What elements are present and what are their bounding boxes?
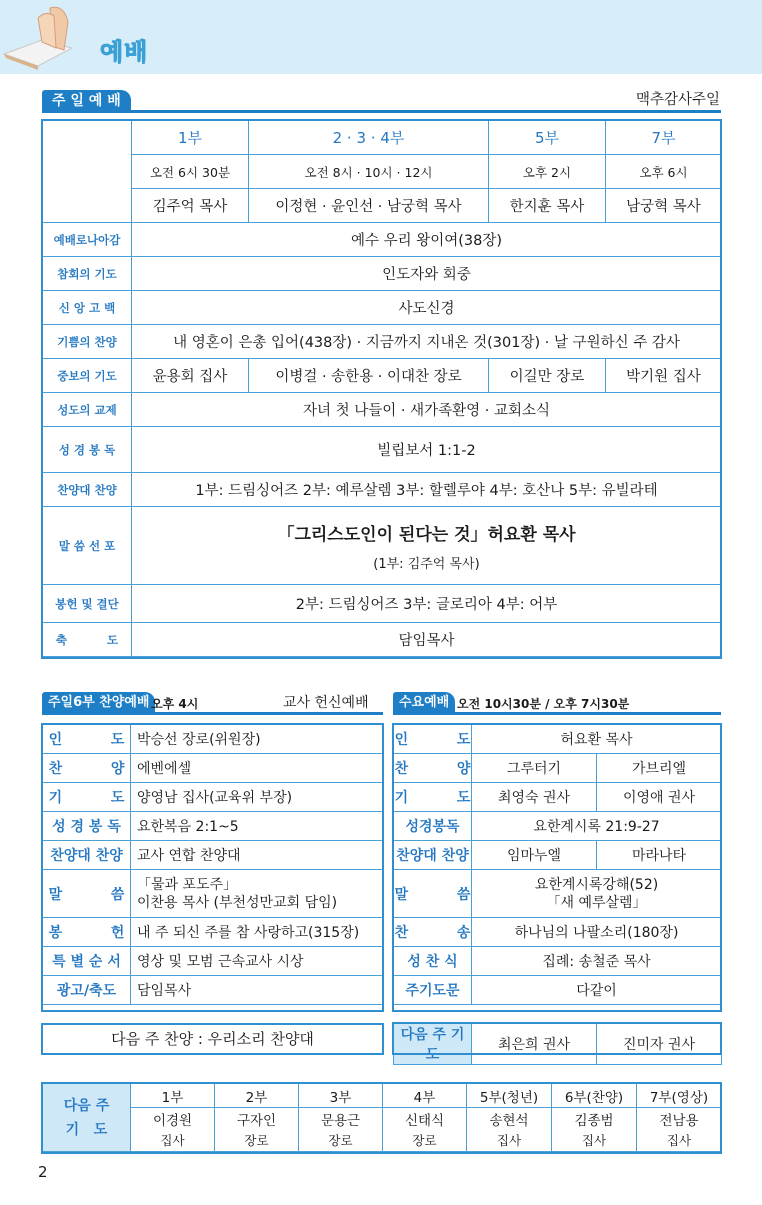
service-1-time: 오전 6시 30분 xyxy=(132,155,249,189)
sixth-label-scripture: 성 경 봉 독 xyxy=(43,812,131,841)
sixth-service-theme: 교사 헌신예배 xyxy=(283,695,369,711)
page-title: 예배 xyxy=(100,38,149,66)
next-name-2: 구자인 xyxy=(215,1108,299,1130)
sixth-praise: 에벤에셀 xyxy=(131,754,384,783)
sixth-label-praise: 찬 양 xyxy=(43,754,131,783)
wed-sermon-cell xyxy=(472,870,722,918)
service-1-leader: 김주억 목사 xyxy=(132,189,249,223)
service-5-name: 5부 xyxy=(489,121,606,155)
wed-label-lords-prayer: 주기도문 xyxy=(394,976,472,1005)
choir-anthems: 1부: 드림싱어즈 2부: 예루살렘 3부: 할렐루야 4부: 호산나 5부: 유빌라테 xyxy=(132,473,722,507)
sixth-section-rule xyxy=(42,712,383,715)
call-to-worship: 예수 우리 왕이여(38장) xyxy=(132,223,722,257)
sixth-sermon-speaker: 이찬용 목사 (부천성만교회 담임) xyxy=(137,894,338,911)
next-title-5: 집사 xyxy=(467,1130,552,1152)
wed-praise-pm: 가브리엘 xyxy=(597,754,722,783)
wed-prayer-am: 최영숙 권사 xyxy=(472,783,597,812)
sixth-label-lead: 인 도 xyxy=(43,725,131,754)
sunday-worship-label: 주 일 예 배 xyxy=(42,90,131,112)
sunday-section-rule xyxy=(42,110,721,113)
sixth-scripture: 요한복음 2:1~5 xyxy=(131,812,384,841)
wed-label-praise: 찬 양 xyxy=(394,754,472,783)
sixth-label-special: 특 별 순 서 xyxy=(43,947,131,976)
wednesday-time: 오전 10시30분 / 오후 7시30분 xyxy=(457,697,630,711)
row-label-scripture: 성 경 봉 독 xyxy=(43,427,132,473)
next-week-label xyxy=(43,1084,131,1152)
sixth-closing: 담임목사 xyxy=(131,976,384,1005)
sixth-label-offering: 봉 헌 xyxy=(43,918,131,947)
wednesday-section-rule xyxy=(393,712,721,715)
next-title-4: 장로 xyxy=(383,1130,467,1152)
wednesday-order-table xyxy=(393,724,722,1005)
sermon-sub: (1부: 김주억 목사) xyxy=(373,556,480,572)
sixth-choir: 교사 연합 찬양대 xyxy=(131,841,384,870)
wed-lead: 허요환 목사 xyxy=(472,725,722,754)
sixth-special: 영상 및 모범 근속교사 시상 xyxy=(131,947,384,976)
praying-hands-bible-icon xyxy=(2,2,94,72)
next-part-4: 4부 xyxy=(383,1084,467,1108)
sixth-service-label: 주일6부 찬양예배 xyxy=(42,692,155,714)
wed-label-choir: 찬양대 찬양 xyxy=(394,841,472,870)
wed-next-label: 다음 주 기도 xyxy=(394,1024,472,1065)
praise-hymns: 내 영혼이 은총 입어(438장) · 지금까지 지내온 것(301장) · 날 구원하신 주 감사 xyxy=(132,325,722,359)
next-part-5: 5부(청년) xyxy=(467,1084,552,1108)
fellowship: 자녀 첫 나들이 · 새가족환영 · 교회소식 xyxy=(132,393,722,427)
sixth-order-table xyxy=(42,724,384,1005)
next-title-2: 장로 xyxy=(215,1130,299,1152)
service-234-time: 오전 8시 · 10시 · 12시 xyxy=(249,155,489,189)
wed-hymn: 하나님의 나팔소리(180장) xyxy=(472,918,722,947)
next-part-7: 7부(영상) xyxy=(637,1084,722,1108)
intercessor-5: 이길만 장로 xyxy=(489,359,606,393)
sixth-sermon-title: 「물과 포도주」 xyxy=(137,876,238,893)
next-name-6: 김종범 xyxy=(552,1108,637,1130)
next-part-1: 1부 xyxy=(131,1084,215,1108)
wed-label-lead: 인 도 xyxy=(394,725,472,754)
next-praise: 다음 주 찬양 : 우리소리 찬양대 xyxy=(41,1023,384,1055)
sixth-sermon-cell xyxy=(131,870,384,918)
page-header xyxy=(0,0,762,74)
page-number: 2 xyxy=(38,1163,48,1181)
wed-prayer-pm: 이영애 권사 xyxy=(597,783,722,812)
intercessor-1: 윤용회 집사 xyxy=(132,359,249,393)
row-label-fellowship: 성도의 교제 xyxy=(43,393,132,427)
sixth-offering: 내 주 되신 주를 참 사랑하고(315장) xyxy=(131,918,384,947)
wed-label-prayer: 기 도 xyxy=(394,783,472,812)
service-234-name: 2 · 3 · 4부 xyxy=(249,121,489,155)
corner-cell xyxy=(43,121,132,223)
service-7-time: 오후 6시 xyxy=(606,155,722,189)
sixth-label-closing: 광고/축도 xyxy=(43,976,131,1005)
prayer-of-repentance: 인도자와 회중 xyxy=(132,257,722,291)
wed-label-hymn: 찬 송 xyxy=(394,918,472,947)
sixth-service-time: 오후 4시 xyxy=(151,697,199,711)
wed-sermon-title: 「새 예루살렘」 xyxy=(546,894,647,911)
wed-choir-am: 임마누엘 xyxy=(472,841,597,870)
wednesday-label: 수요예배 xyxy=(393,692,455,714)
next-week-label-line1: 다음 주 xyxy=(63,1097,110,1114)
scripture-reading: 빌립보서 1:1-2 xyxy=(132,427,722,473)
row-label-sermon: 말 씀 선 포 xyxy=(43,507,132,585)
service-7-name: 7부 xyxy=(606,121,722,155)
service-234-leader: 이정현 · 윤인선 · 남궁혁 목사 xyxy=(249,189,489,223)
offering: 2부: 드림싱어즈 3부: 글로리아 4부: 어부 xyxy=(132,585,722,623)
sixth-label-sermon: 말 씀 xyxy=(43,870,131,918)
intercessor-7: 박기원 집사 xyxy=(606,359,722,393)
wednesday-next-prayer xyxy=(393,1023,722,1065)
sixth-prayer: 양영남 집사(교육위 부장) xyxy=(131,783,384,812)
next-name-7: 전남용 xyxy=(637,1108,722,1130)
service-5-time: 오후 2시 xyxy=(489,155,606,189)
next-title-3: 장로 xyxy=(299,1130,383,1152)
wed-label-sacrament: 성 찬 식 xyxy=(394,947,472,976)
wed-label-sermon: 말 씀 xyxy=(394,870,472,918)
next-name-1: 이경원 xyxy=(131,1108,215,1130)
row-label-choir: 찬양대 찬양 xyxy=(43,473,132,507)
row-label-intercede: 중보의 기도 xyxy=(43,359,132,393)
next-name-5: 송현석 xyxy=(467,1108,552,1130)
next-part-6: 6부(찬양) xyxy=(552,1084,637,1108)
row-label-offering: 봉헌 및 결단 xyxy=(43,585,132,623)
row-label-creed: 신 앙 고 백 xyxy=(43,291,132,325)
sixth-label-prayer: 기 도 xyxy=(43,783,131,812)
sermon-title: 「그리스도인이 된다는 것」허요환 목사 xyxy=(277,524,576,545)
sixth-label-choir: 찬양대 찬양 xyxy=(43,841,131,870)
service-7-leader: 남궁혁 목사 xyxy=(606,189,722,223)
wed-lords-prayer: 다같이 xyxy=(472,976,722,1005)
row-label-blessing: 축 도 xyxy=(43,623,132,657)
service-1-name: 1부 xyxy=(132,121,249,155)
service-5-leader: 한지훈 목사 xyxy=(489,189,606,223)
row-label-repent: 참회의 기도 xyxy=(43,257,132,291)
intercessor-234: 이병걸 · 송한용 · 이대찬 장로 xyxy=(249,359,489,393)
wed-sacrament: 집례: 송철준 목사 xyxy=(472,947,722,976)
wed-label-scripture: 성경봉독 xyxy=(394,812,472,841)
wed-praise-am: 그루터기 xyxy=(472,754,597,783)
next-week-prayer-table xyxy=(42,1083,722,1152)
wed-next-pm: 진미자 권사 xyxy=(597,1024,722,1065)
sixth-lead: 박승선 장로(위원장) xyxy=(131,725,384,754)
wed-next-am: 최은희 권사 xyxy=(472,1024,597,1065)
next-title-7: 집사 xyxy=(637,1130,722,1152)
next-part-3: 3부 xyxy=(299,1084,383,1108)
sunday-theme: 맥추감사주일 xyxy=(635,92,720,108)
next-week-label-line2: 기 도 xyxy=(65,1121,108,1138)
sermon-cell xyxy=(132,507,722,585)
next-title-6: 집사 xyxy=(552,1130,637,1152)
wed-choir-pm: 마라나타 xyxy=(597,841,722,870)
sunday-order-table xyxy=(42,120,722,657)
creed: 사도신경 xyxy=(132,291,722,325)
benediction: 담임목사 xyxy=(132,623,722,657)
row-label-praise: 기쁨의 찬양 xyxy=(43,325,132,359)
next-name-3: 문용근 xyxy=(299,1108,383,1130)
row-label-call: 예배로나아감 xyxy=(43,223,132,257)
wed-sermon-series: 요한계시록강해(52) xyxy=(534,876,659,893)
wed-scripture: 요한계시록 21:9-27 xyxy=(472,812,722,841)
next-title-1: 집사 xyxy=(131,1130,215,1152)
next-name-4: 신태식 xyxy=(383,1108,467,1130)
next-part-2: 2부 xyxy=(215,1084,299,1108)
